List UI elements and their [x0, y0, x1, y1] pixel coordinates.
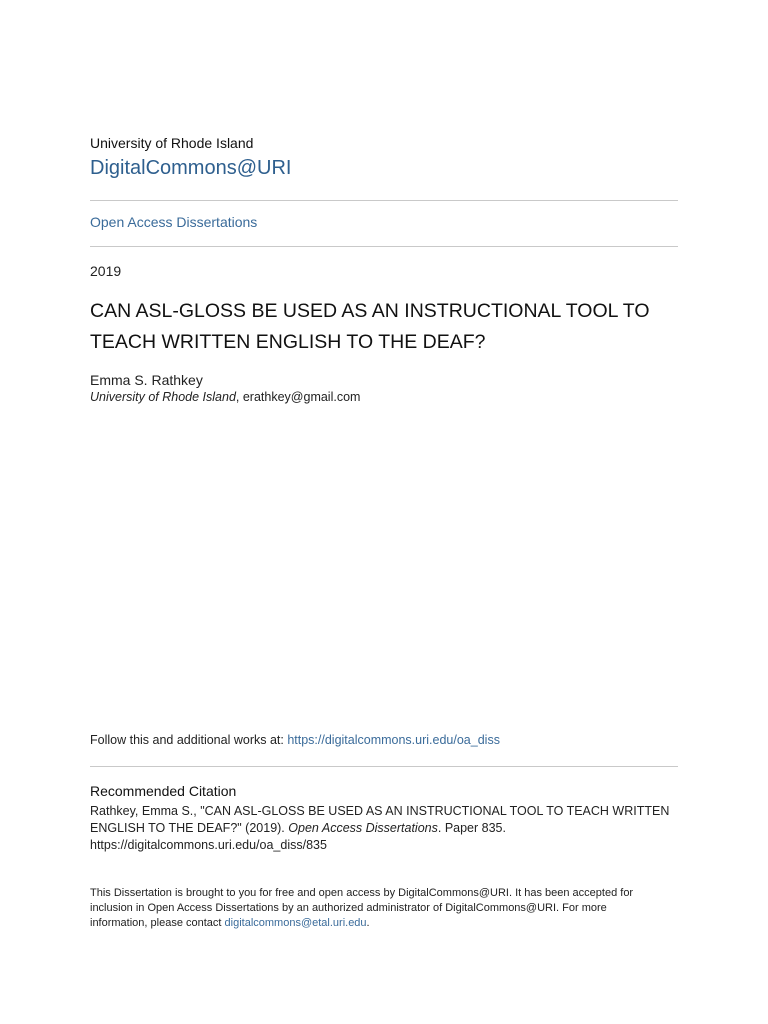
- follow-label: Follow this and additional works at:: [90, 733, 288, 747]
- citation-part: ENGLISH TO THE DEAF?" (2019).: [90, 821, 289, 835]
- citation-part: . Paper 835.: [437, 821, 506, 835]
- contact-email-link[interactable]: digitalcommons@etal.uri.edu: [224, 917, 367, 929]
- access-notice: [90, 886, 678, 931]
- publication-year: 2019: [90, 263, 122, 279]
- repository-link[interactable]: DigitalCommons@URI: [90, 157, 292, 179]
- citation-line: Rathkey, Emma S., "CAN ASL-GLOSS BE USED AS AN INSTRUCTIONAL TOOL TO TEACH WRITTEN: [90, 804, 670, 818]
- author-email: erathkey@gmail.com: [242, 390, 361, 404]
- series-link[interactable]: Open Access Dissertations: [90, 214, 258, 230]
- notice-part: .: [366, 917, 370, 929]
- collection-link[interactable]: https://digitalcommons.uri.edu/oa_diss: [287, 733, 500, 747]
- cover-page: [90, 0, 678, 1024]
- author-name: Emma S. Rathkey: [90, 372, 203, 388]
- divider: [90, 766, 678, 767]
- citation-heading: Recommended Citation: [90, 783, 237, 799]
- affiliation-name: University of Rhode Island: [90, 390, 236, 404]
- author-affiliation: [90, 390, 360, 404]
- follow-line: [90, 733, 500, 747]
- notice-line: This Dissertation is brought to you for free and open access by DigitalCommons@URI. It has been accepted for: [90, 887, 634, 899]
- document-title: [90, 296, 678, 358]
- title-line: TEACH WRITTEN ENGLISH TO THE DEAF?: [90, 331, 486, 353]
- institution-name: University of Rhode Island: [90, 135, 254, 151]
- divider: [90, 200, 678, 201]
- citation-url: https://digitalcommons.uri.edu/oa_diss/835: [90, 838, 327, 852]
- citation-line: [90, 820, 678, 837]
- divider: [90, 246, 678, 247]
- notice-line: [90, 916, 678, 931]
- citation-text: [90, 803, 678, 854]
- notice-line: inclusion in Open Access Dissertations by an authorized administrator of DigitalCommons@URI. For more: [90, 902, 607, 914]
- affiliation-separator: ,: [235, 390, 243, 404]
- notice-part: information, please contact: [90, 917, 225, 929]
- title-line: CAN ASL-GLOSS BE USED AS AN INSTRUCTIONAL TOOL TO: [90, 300, 650, 322]
- citation-series: Open Access Dissertations: [288, 821, 438, 835]
